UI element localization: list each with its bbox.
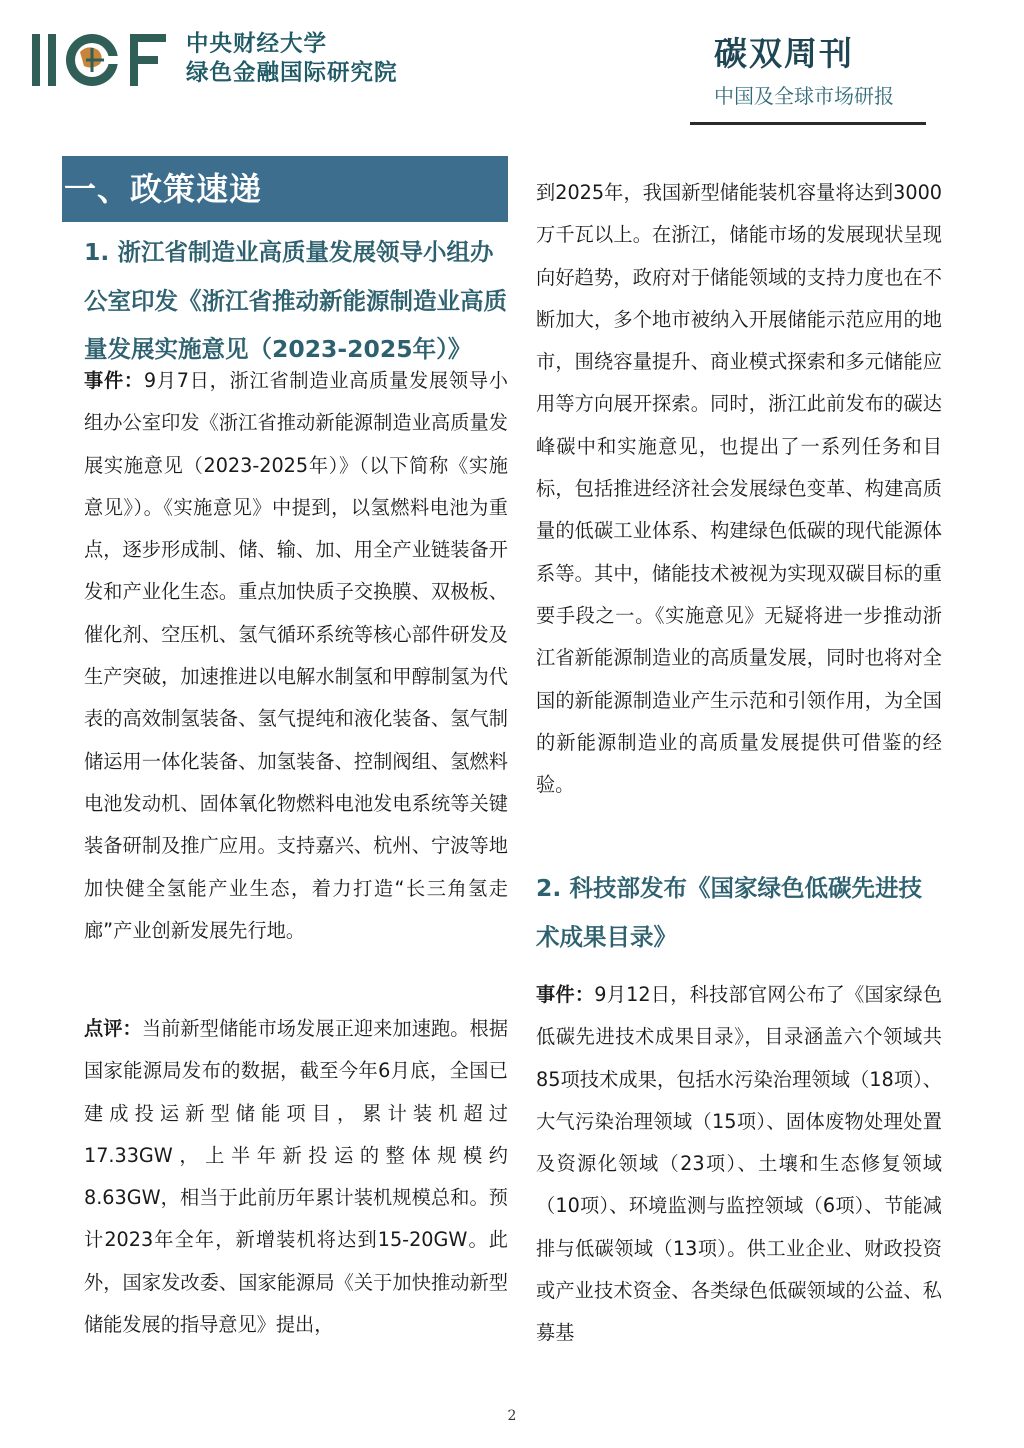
- event-label: 事件：: [84, 369, 144, 392]
- comment-label: 点评：: [84, 1017, 142, 1040]
- org-line-2: 绿色金融国际研究院: [186, 60, 398, 86]
- article-2-title: 2. 科技部发布《国家绿色低碳先进技术成果目录》: [536, 874, 922, 951]
- article-1-event: [84, 360, 508, 952]
- article-1-comment: [84, 1008, 508, 1346]
- article-1-title: 1. 浙江省制造业高质量发展领导小组办公室印发《浙江省推动新能源制造业高质量发展实施意见（2023-2025年）》: [84, 238, 507, 363]
- section-heading: 一、政策速递: [62, 156, 508, 222]
- org-line-1: 中央财经大学: [186, 31, 328, 57]
- page-number: 2: [507, 1408, 517, 1424]
- event-text: 9月12日，科技部官网公布了《国家绿色低碳先进技术成果目录》，目录涵盖六个领域共85项技术成果，包括水污染治理领域（18项）、大气污染治理领域（15项）、固体废物处理处置及资源化领域（23项）、土壤和生态修复领域（10项）、环境监测与监控领域（6项）、节能减排与低碳领域（13项）。供工业企业、财政投资或产业技术资金、各类绿色低碳领域的公益、私募基: [536, 983, 943, 1345]
- institute-name: [186, 30, 398, 88]
- comment-text-left: 当前新型储能市场发展正迎来加速跑。根据国家能源局发布的数据，截至今年6月底，全国已建成投运新型储能项目，累计装机超过17.33GW，上半年新投运的整体规模约8.63GW，相当于此前历年累计装机规模总和。预计2023年全年，新增装机将达到15-20GW。此外，国家发改委、国家能源局《关于加快推动新型储能发展的指导意见》提出，: [84, 1017, 509, 1337]
- institute-logo: [30, 30, 180, 90]
- article-2-event: [536, 974, 942, 1355]
- publication-title: 碳双周刊: [714, 34, 854, 73]
- header-divider: [690, 122, 926, 125]
- publication-subtitle: 中国及全球市场研报: [714, 84, 894, 108]
- event-text: 9月7日，浙江省制造业高质量发展领导小组办公室印发《浙江省推动新能源制造业高质量发展实施意见（2023-2025年）》（以下简称《实施意见》）。《实施意见》中提到，以氢燃料电池为重点，逐步形成制、储、输、加、用全产业链装备开发和产业化生态。重点加快质子交换膜、双极板、催化剂、空压机、氢气循环系统等核心部件研发及生产突破，加速推进以电解水制氢和甲醇制氢为代表的高效制氢装备、氢气提纯和液化装备、氢气制储运用一体化装备、加氢装备、控制阀组、氢燃料电池发动机、固体氧化物燃料电池发电系统等关键装备研制及推广应用。支持嘉兴、杭州、宁波等地加快健全氢能产业生态，着力打造“长三角氢走廊”产业创新发展先行地。: [84, 369, 508, 942]
- iigf-logo-icon: [30, 30, 180, 90]
- article-1-comment-continued: 到2025年，我国新型储能装机容量将达到3000万千瓦以上。在浙江，储能市场的发展现状呈现向好趋势，政府对于储能领域的支持力度也在不断加大，多个地市被纳入开展储能示范应用的地市，围绕容量提升、商业模式探索和多元储能应用等方向展开探索。同时，浙江此前发布的碳达峰碳中和实施意见，也提出了一系列任务和目标，包括推进经济社会发展绿色变革、构建高质量的低碳工业体系、构建绿色低碳的现代能源体系等。其中，储能技术被视为实现双碳目标的重要手段之一。《实施意见》无疑将进一步推动浙江省新能源制造业的高质量发展，同时也将对全国的新能源制造业产生示范和引领作用，为全国的新能源制造业的高质量发展提供可借鉴的经验。: [536, 181, 942, 797]
- event-label: 事件：: [536, 983, 595, 1006]
